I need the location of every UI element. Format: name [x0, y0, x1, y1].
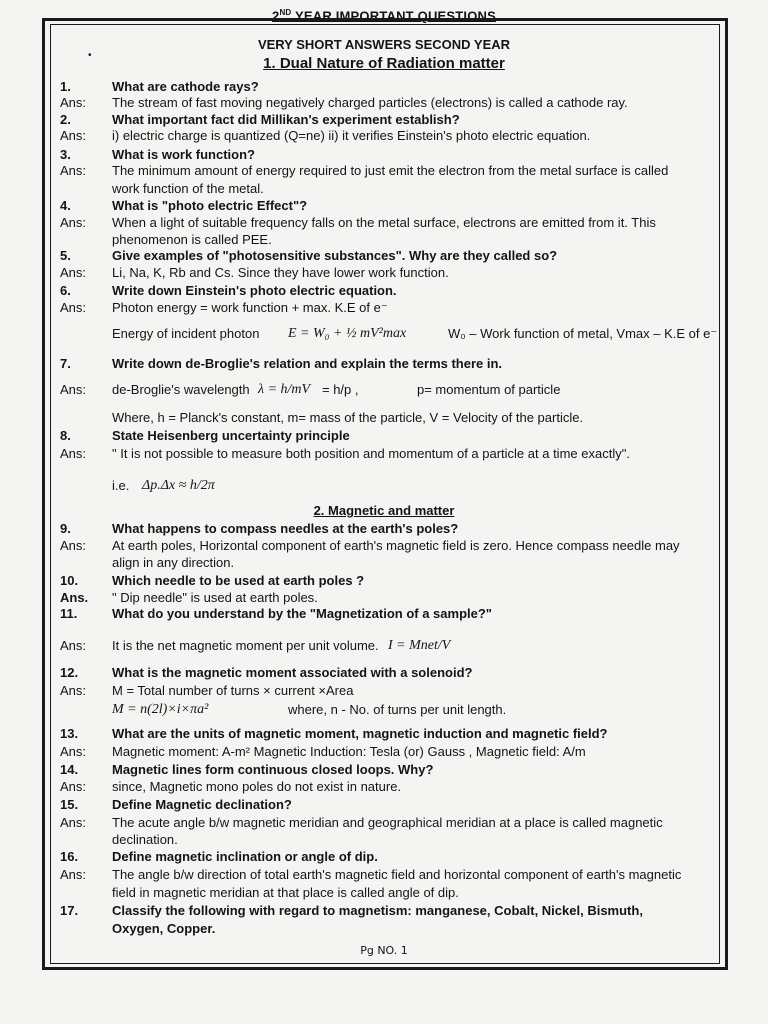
answer-8-formula: i.e. Δp.Δx ≈ h/2π	[112, 478, 215, 493]
question-14: 14. Magnetic lines form continuous closed loops. Why?	[60, 762, 434, 777]
answer-5: Ans: Li, Na, K, Rb and Cs. Since they have lower work function.	[60, 265, 449, 280]
answer-15-cont: declination.	[112, 832, 178, 847]
question-15: 15. Define Magnetic declination?	[60, 797, 292, 812]
question-2: 2. What important fact did Millikan's experiment establish?	[60, 112, 460, 127]
chapter-1-heading: 1. Dual Nature of Radiation matter	[263, 55, 505, 72]
question-16: 16. Define magnetic inclination or angle of dip.	[60, 849, 378, 864]
answer-12: Ans: M = Total number of turns × current ×Area	[60, 683, 354, 698]
answer-9-cont: align in any direction.	[112, 555, 235, 570]
question-11: 11. What do you understand by the "Magnetization of a sample?"	[60, 606, 492, 621]
question-17-cont: Oxygen, Copper.	[112, 921, 216, 936]
answer-12-formula: M = n(2l)×i×πa² where, n - No. of turns per unit length.	[112, 702, 507, 717]
question-17: 17. Classify the following with regard to magnetism: manganese, Cobalt, Nickel, Bismuth,	[60, 903, 643, 918]
answer-16: Ans: The angle b/w direction of total earth's magnetic field and horizontal component of earth's magnetic	[60, 867, 682, 882]
question-7: 7. Write down de-Broglie's relation and explain the terms there in.	[60, 356, 503, 371]
answer-10: Ans. " Dip needle" is used at earth poles.	[60, 590, 318, 605]
answer-6: Ans: Photon energy = work function + max. K.E of e⁻	[60, 300, 388, 315]
answer-3-cont: work function of the metal.	[112, 181, 264, 196]
chapter-2-heading: 2. Magnetic and matter	[313, 503, 455, 518]
stray-dot: •	[88, 50, 92, 61]
de-broglie-formula: λ = h/mV	[258, 382, 311, 397]
question-13: 13. What are the units of magnetic moment, magnetic induction and magnetic field?	[60, 726, 608, 741]
answer-2: Ans: i) electric charge is quantized (Q=ne) ii) it verifies Einstein's photo electric equation.	[60, 128, 591, 143]
answer-3: Ans: The minimum amount of energy required to just emit the electron from the metal surface is called	[60, 163, 669, 178]
question-10: 10. Which needle to be used at earth poles ?	[60, 573, 365, 588]
page-title: VERY SHORT ANSWERS SECOND YEAR	[257, 37, 511, 52]
question-8: 8. State Heisenberg uncertainty principle	[60, 428, 350, 443]
answer-15: Ans: The acute angle b/w magnetic meridian and geographical meridian at a place is called magnetic	[60, 815, 663, 830]
answer-9: Ans: At earth poles, Horizontal component of earth's magnetic field is zero. Hence compass needle may	[60, 538, 680, 553]
answer-7: Ans: de-Broglie's wavelength λ = h/mV = h/p , p= momentum of particle	[60, 382, 561, 397]
answer-1: Ans: The stream of fast moving negatively charged particles (electrons) is called a cathode ray.	[60, 95, 628, 110]
page-header: 2ND YEAR IMPORTANT QUESTIONS	[272, 8, 496, 24]
question-9: 9. What happens to compass needles at the earth's poles?	[60, 521, 459, 536]
question-4: 4. What is "photo electric Effect"?	[60, 198, 308, 213]
question-5: 5. Give examples of "photosensitive substances". Why are they called so?	[60, 248, 558, 263]
question-12: 12. What is the magnetic moment associated with a solenoid?	[60, 665, 473, 680]
answer-16-cont: field in magnetic meridian at that place is called angle of dip.	[112, 885, 459, 900]
answer-14: Ans: since, Magnetic mono poles do not exist in nature.	[60, 779, 402, 794]
answer-8: Ans: " It is not possible to measure both position and momentum of a particle at a time exactly".	[60, 446, 630, 461]
answer-6-formula: Energy of incident photon E = W₀ + ½ mV²max W₀ – Work function of metal, Vmax – K.E of e⁻	[112, 326, 718, 341]
answer-11: Ans: It is the net magnetic moment per unit volume. I = Mnet/V	[60, 638, 451, 653]
uncertainty-formula: Δp.Δx ≈ h/2π	[142, 478, 215, 493]
einstein-equation: E = W₀ + ½ mV²max	[288, 326, 407, 341]
solenoid-moment-formula: M = n(2l)×i×πa²	[112, 702, 209, 717]
page-number: Pg NO. 1	[360, 944, 408, 957]
answer-4-cont: phenomenon is called PEE.	[112, 232, 272, 247]
magnetization-formula: I = Mnet/V	[388, 638, 451, 653]
question-3: 3. What is work function?	[60, 147, 255, 162]
question-1: 1. What are cathode rays?	[60, 79, 259, 94]
answer-4: Ans: When a light of suitable frequency falls on the metal surface, electrons are emitted from it. This	[60, 215, 656, 230]
answer-13: Ans: Magnetic moment: A-m² Magnetic Induction: Tesla (or) Gauss , Magnetic field: A/m	[60, 744, 586, 759]
answer-7-cont: Where, h = Planck's constant, m= mass of the particle, V = Velocity of the particle.	[112, 410, 584, 425]
question-6: 6. Write down Einstein's photo electric equation.	[60, 283, 397, 298]
